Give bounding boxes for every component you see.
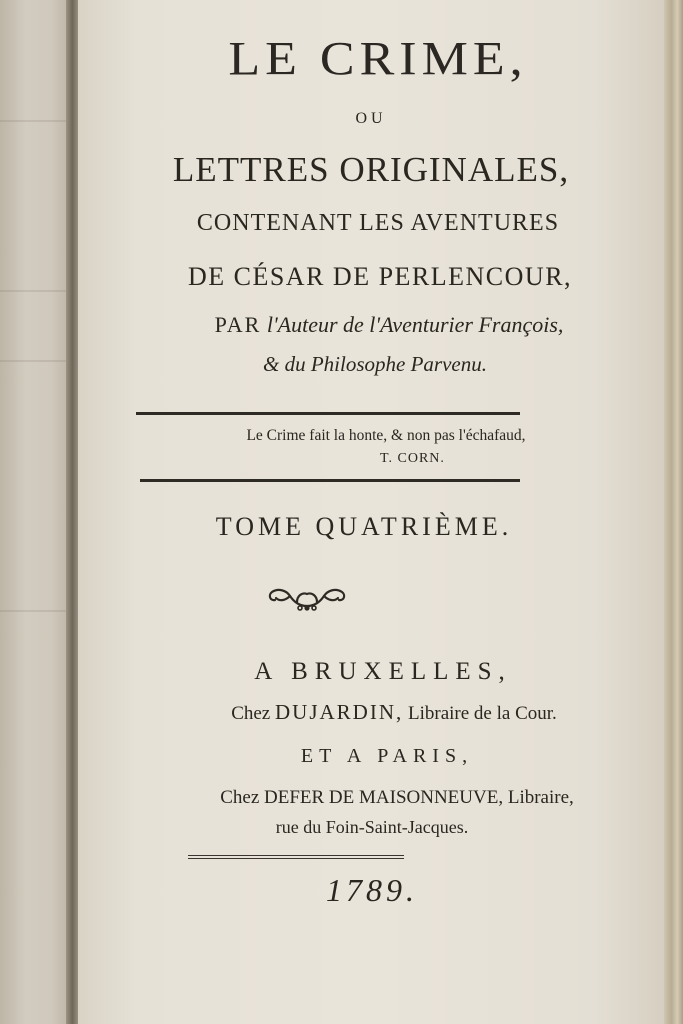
imprint-street: rue du Foin-Saint-Jacques. [275, 817, 469, 837]
imprint-publisher-role: Libraire de la Cour. [408, 703, 557, 724]
page-edges [664, 0, 683, 1024]
title-page [78, 0, 664, 1024]
board-crease [0, 610, 74, 612]
imprint-city: A BRUXELLES, [254, 658, 512, 685]
subtitle-line-2: CONTENANT LES AVENTURES [196, 210, 560, 236]
author-prefix: PAR [214, 312, 262, 337]
publication-year: 1789. [326, 872, 418, 908]
epigraph-attribution: T. CORN. [380, 451, 445, 466]
imprint-publisher-1 [78, 700, 664, 725]
bottom-rule [140, 479, 520, 482]
author-text: l'Auteur de l'Aventurier François, [266, 312, 564, 337]
imprint-rule [188, 855, 404, 859]
imprint-paris: ET A PARIS, [300, 745, 474, 767]
book-title: LE CRIME, [228, 33, 528, 86]
title-connector: OU [355, 110, 387, 127]
imprint-chez: Chez [231, 703, 271, 724]
imprint-publisher-name: DUJARDIN, [275, 700, 404, 724]
subtitle-line-1: LETTRES ORIGINALES, [172, 150, 570, 189]
epigraph: Le Crime fait la honte, & non pas l'échafaud, [246, 427, 526, 444]
fleuron-ornament-icon [264, 578, 350, 614]
board-crease [0, 360, 74, 362]
left-binding-board [0, 0, 74, 1024]
author-line-1 [78, 312, 664, 338]
volume-label: TOME QUATRIÈME. [215, 512, 513, 541]
board-crease [0, 120, 74, 122]
board-crease [0, 290, 74, 292]
imprint-publisher-2: Chez DEFER DE MAISONNEUVE, Libraire, [220, 787, 574, 808]
top-rule [136, 412, 520, 415]
subtitle-line-3: DE CÉSAR DE PERLENCOUR, [187, 262, 573, 291]
author-line-2: & du Philosophe Parvenu. [263, 352, 487, 376]
